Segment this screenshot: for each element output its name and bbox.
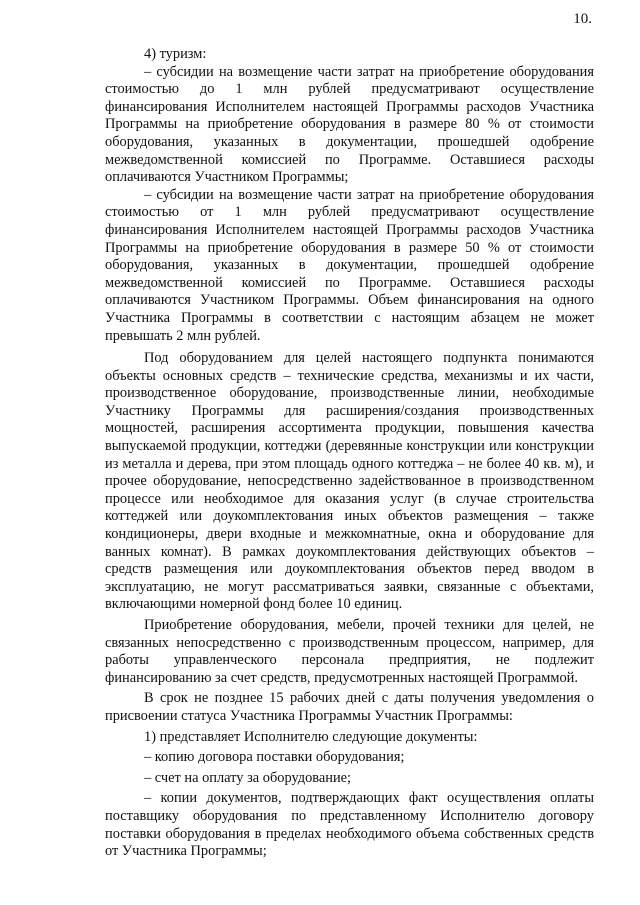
list-item-payment-proof: – копии документов, подтверждающих факт осуществления оплаты поставщику оборудования по представленному Исполнителю договору поставки оборудования в пределах необходимого объема собственных средств от Участника Программы; (105, 790, 594, 860)
paragraph-not-financed: Приобретение оборудования, мебели, прочей техники для целей, не связанных непосредственно с производственным процессом, например, для работы управленческого персонала предприятия, не подлежит финансированию за счет средств, предусмотренных настоящей Программой. (105, 617, 594, 686)
paragraph-tourism-heading: 4) туризм: (144, 46, 207, 62)
paragraph-deadline: В срок не позднее 15 рабочих дней с даты получения уведомления о присвоении статуса Участника Программы Участник Программы: (105, 690, 594, 724)
paragraph-documents-intro: 1) представляет Исполнителю следующие документы: (144, 728, 478, 745)
list-item-contract-copy: – копию договора поставки оборудования; (144, 749, 405, 766)
paragraph-subsidy-over-1m: – субсидии на возмещение части затрат на приобретение оборудования стоимостью от 1 млн рублей предусматривают осуществление финансирования Исполнителем настоящей Программы расходов Участника Программы на приобретение оборудования в размере 50 % от стоимости оборудования, указанных в документации, прошедшей одобрение межведомственной комиссией по Программе. Оставшиеся расходы оплачиваются Участником Программы. Объем финансирования на одного Участника Программы в соответствии с настоящим абзацем не может превышать 2 млн рублей. (105, 186, 594, 344)
paragraph-subsidy-under-1m: – субсидии на возмещение части затрат на приобретение оборудования стоимостью до 1 млн рублей предусматривают осуществление финансирования Исполнителем настоящей Программы расходов Участника Программы на приобретение оборудования в размере 80 % от стоимости оборудования, указанных в документации, прошедшей одобрение межведомственной комиссией по Программе. Оставшиеся расходы оплачиваются Участником Программы; (105, 63, 594, 186)
paragraph-equipment-definition: Под оборудованием для целей настоящего подпункта понимаются объекты основных средств – технические средства, механизмы и их части, производственное оборудование, производственные линии, необходимые Участнику Программы для расширения/создания производственных мощностей, расширения ассортимента продукции, повышения качества выпускаемой продукции, коттеджи (деревянные конструкции или конструкции из металла и дерева, при этом площадь одного коттеджа – не более 40 кв. м), и прочее оборудование, непосредственно задействованное в производственном процессе или необходимое для оказания услуг (в случае строительства коттеджей или доукомплектования иных объектов размещения – также кондиционеры, двери входные и межкомнатные, окна и оборудование для ванных комнат). В рамках доукомплектования действующих объектов – средств размещения или доукомплектования объектов перед вводом в эксплуатацию, не могут рассматриваться заявки, связанные с объектами, включающими номерной фонд более 10 единиц. (105, 350, 594, 613)
list-item-invoice: – счет на оплату за оборудование; (144, 769, 352, 786)
document-body (105, 46, 594, 861)
page-number: 10. (573, 11, 592, 27)
